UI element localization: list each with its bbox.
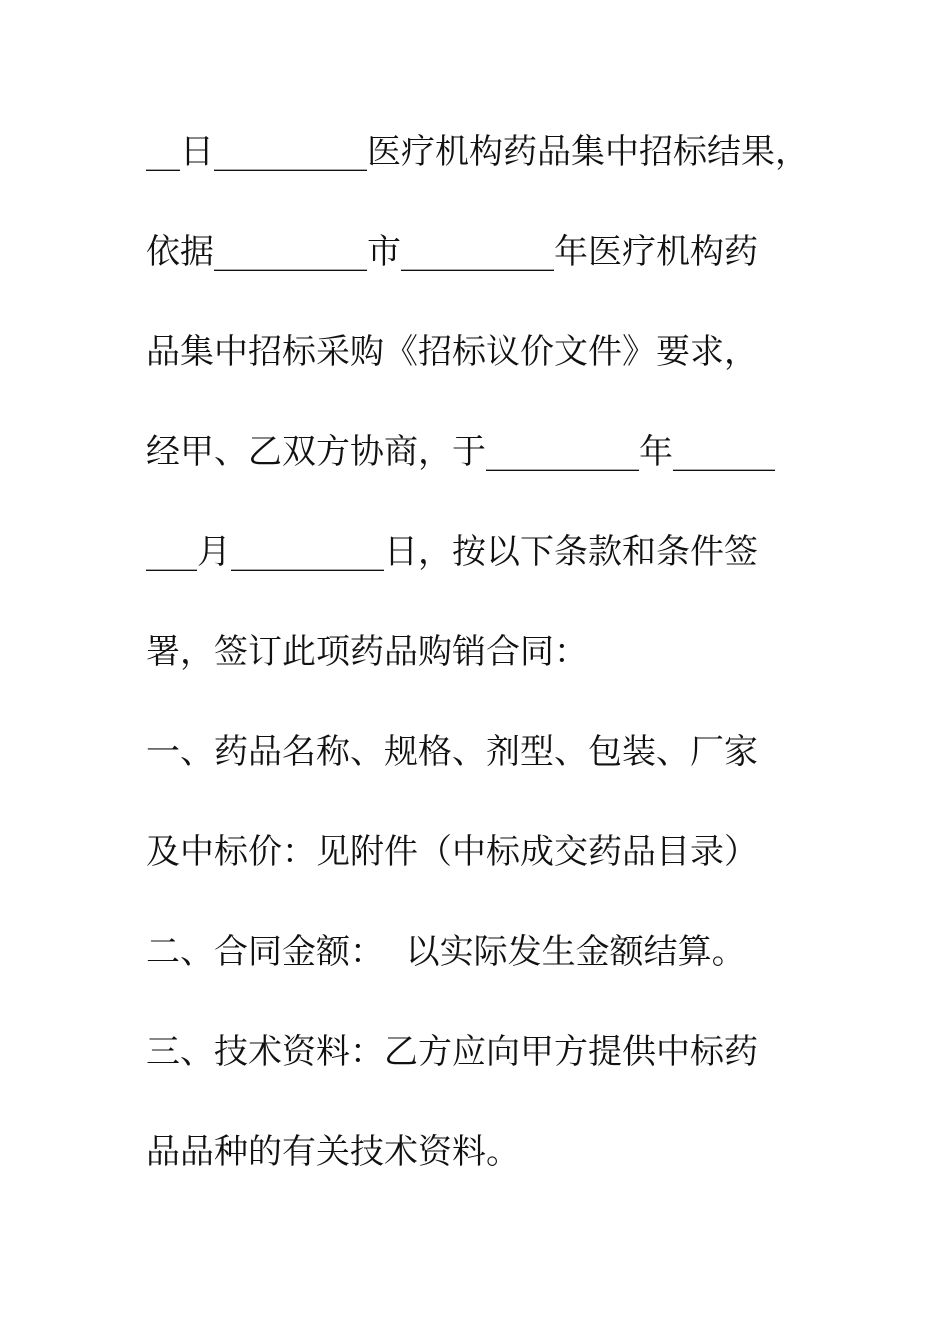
text-line-5: ___月_________日，按以下条款和条件签 — [146, 532, 758, 572]
text-line-4: 经甲、乙双方协商，于_________年______ — [146, 432, 775, 472]
text-line-9: 二、合同金额： 以实际发生金额结算。 — [146, 932, 746, 972]
text-line-11: 品品种的有关技术资料。 — [146, 1132, 520, 1172]
text-line-7: 一、药品名称、规格、剂型、包装、厂家 — [146, 732, 758, 772]
text-line-10: 三、技术资料：乙方应向甲方提供中标药 — [146, 1032, 758, 1072]
text-line-8: 及中标价：见附件（中标成交药品目录） — [146, 832, 758, 872]
text-line-3: 品集中招标采购《招标议价文件》要求， — [146, 332, 758, 372]
text-line-6: 署，签订此项药品购销合同： — [146, 632, 588, 672]
text-line-1: __日_________医疗机构药品集中招标结果， — [146, 132, 809, 172]
text-line-2: 依据_________市_________年医疗机构药 — [146, 232, 758, 272]
